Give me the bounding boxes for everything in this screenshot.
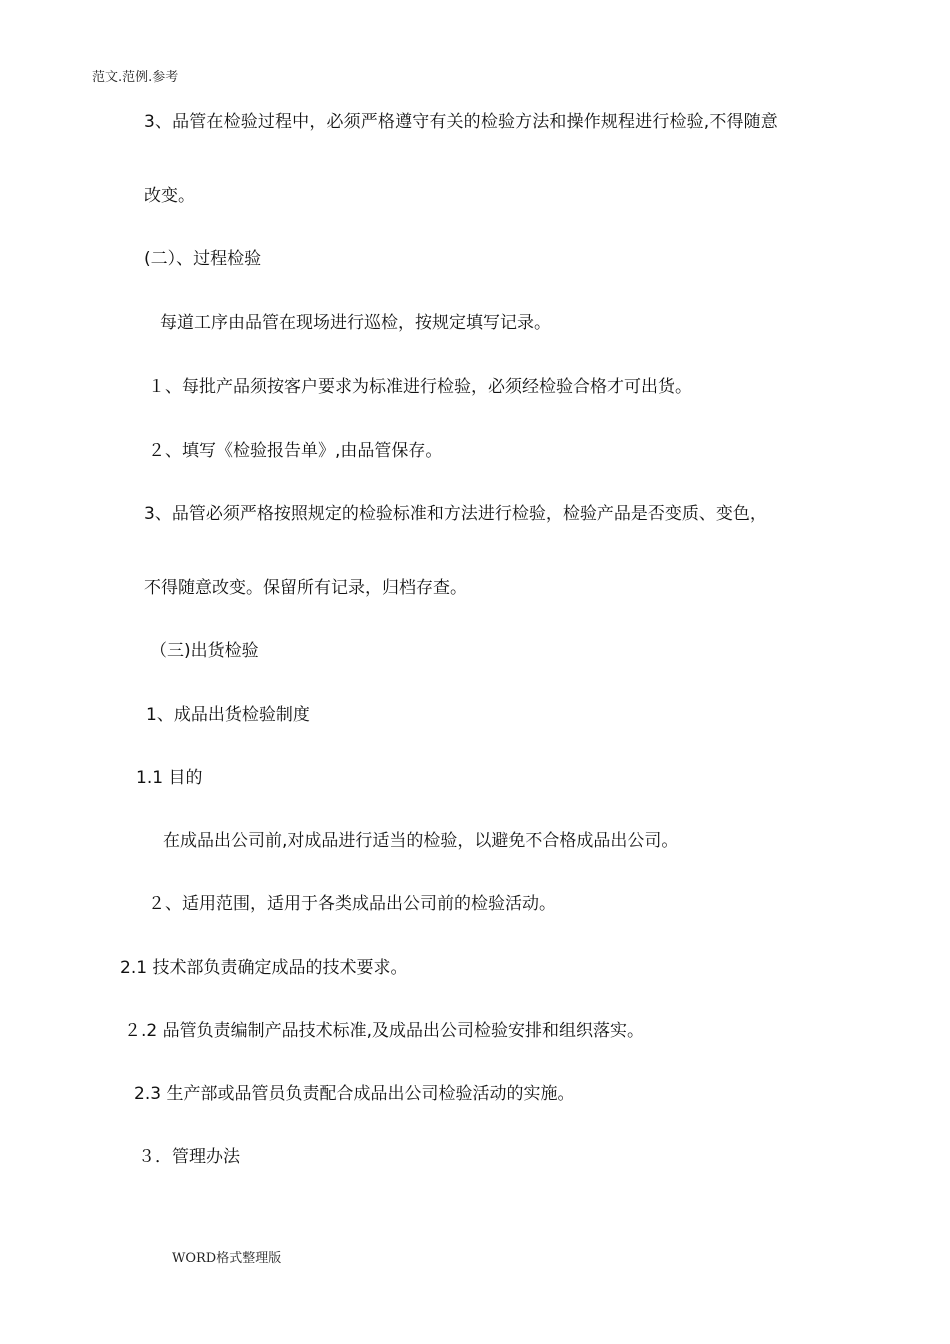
paragraph-line: 改变。: [144, 186, 195, 206]
page-header: 范文.范例.参考: [92, 70, 179, 85]
list-item: 3、品管必须严格按照规定的检验标准和方法进行检验，检验产品是否变质、变色，: [144, 504, 767, 524]
list-item: １、每批产品须按客户要求为标准进行检验，必须经检验合格才可出货。: [148, 377, 692, 397]
subsection-heading: 1、成品出货检验制度: [146, 705, 310, 725]
page-footer: WORD格式整理版: [172, 1251, 282, 1266]
list-item: ２、适用范围，适用于各类成品出公司前的检验活动。: [148, 894, 556, 914]
list-item: 2.3 生产部或品管员负责配合成品出公司检验活动的实施。: [134, 1084, 575, 1104]
subsection-heading: ３．管理办法: [138, 1147, 240, 1167]
subsection-heading: 1.1 目的: [136, 768, 203, 788]
paragraph-line: 每道工序由品管在现场进行巡检，按规定填写记录。: [160, 313, 551, 333]
list-item: 2.1 技术部负责确定成品的技术要求。: [120, 958, 408, 978]
list-item: ２.2 品管负责编制产品技术标准,及成品出公司检验安排和组织落实。: [124, 1021, 645, 1041]
paragraph-line: 不得随意改变。保留所有记录，归档存查。: [144, 578, 467, 598]
section-heading: （三)出货检验: [150, 641, 259, 661]
section-heading: (二）、过程检验: [144, 249, 262, 269]
paragraph-line: 在成品出公司前,对成品进行适当的检验，以避免不合格成品出公司。: [163, 831, 679, 851]
list-item: ２、填写《检验报告单》,由品管保存。: [148, 441, 443, 461]
paragraph-line: 3、品管在检验过程中，必须严格遵守有关的检验方法和操作规程进行检验,不得随意: [144, 112, 778, 132]
